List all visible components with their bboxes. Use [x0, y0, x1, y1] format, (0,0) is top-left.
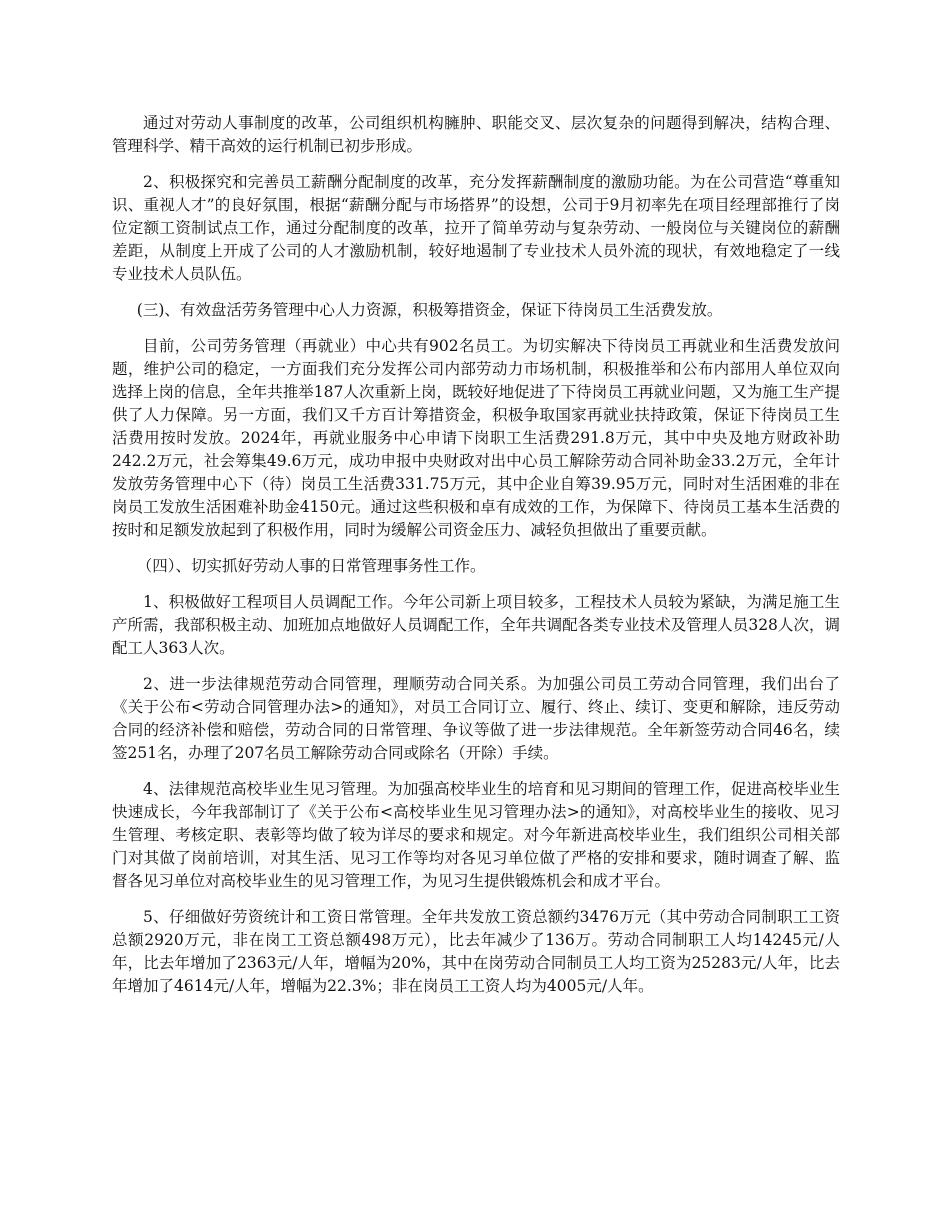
section-heading-3: (三)、有效盘活劳务管理中心人力资源，积极筹措资金，保证下待岗员工生活费发放。: [136, 301, 723, 319]
paragraph-staff-allocation: 1、积极做好工程项目人员调配工作。今年公司新上项目较多，工程技术人员较为紧缺，为满足施工生产所需，我部积极主动、加班加点地做好人员调配工作，全年共调配各类专业技术及管理人员328人次，调配工人363人次。: [112, 593, 840, 657]
paragraph-salary-reform: 2、积极探究和完善员工薪酬分配制度的改革，充分发挥薪酬制度的激励功能。为在公司营造“尊重知识、重视人才”的良好氛围，根据“薪酬分配与市场搭界”的设想，公司于9月初率先在项目经理部推行了岗位定额工资制试点工作，通过分配制度的改革，拉开了简单劳动与复杂劳动、一般岗位与关键岗位的薪酬差距，从制度上开成了公司的人才激励机制，较好地遏制了专业技术人员外流的现状，有效地稳定了一线专业技术人员队伍。: [112, 173, 840, 283]
paragraph-graduate-internship: 4、法律规范高校毕业生见习管理。为加强高校毕业生的培育和见习期间的管理工作，促进高校毕业生快速成长，今年我部制订了《关于公布<高校毕业生见习管理办法>的通知》，对高校毕业生的接收、见习生管理、考核定职、表彰等均做了较为详尽的要求和规定。对今年新进高校毕业生，我们组织公司相关部门对其做了岗前培训，对其生活、见习工作等均对各见习单位做了严格的安排和要求，随时调查了解、监督各见习单位对高校毕业生的见习管理工作，为见习生提供锻炼机会和成才平台。: [112, 780, 840, 890]
paragraph-wage-statistics: 5、仔细做好劳资统计和工资日常管理。全年共发放工资总额约3476万元（其中劳动合同制职工工资总额2920万元，非在岗工工资总额498万元），比去年减少了136万。劳动合同制职工人均14245元/人年，比去年增加了2363元/人年，增幅为20%，其中在岗劳动合同制员工人均工资为25283元/人年，比去年增加了4614元/人年，增幅为22.3%；非在岗员工工资人均为4005元/人年。: [112, 908, 840, 995]
paragraph-labor-center: 目前，公司劳务管理（再就业）中心共有902名员工。为切实解决下待岗员工再就业和生活费发放问题，维护公司的稳定，一方面我们充分发挥公司内部劳动力市场机制，积极推举和公布内部用人单位双向选择上岗的信息，全年共推举187人次重新上岗，既较好地促进了下待岗员工再就业问题，又为施工生产提供了人力保障。另一方面，我们又千方百计筹措资金，积极争取国家再就业扶持政策，保证下待岗员工生活费用按时发放。2024年，再就业服务中心申请下岗职工生活费291.8万元，其中中央及地方财政补助242.2万元，社会筹集49.6万元，成功申报中央财政对出中心员工解除劳动合同补助金33.2万元，全年计发放劳务管理中心下（待）岗员工生活费331.75万元，其中企业自筹39.95万元，同时对生活困难的非在岗员工发放生活困难补助金4150元。通过这些积极和卓有成效的工作，为保障下、待岗员工基本生活费的按时和足额发放起到了积极作用，同时为缓解公司资金压力、减轻负担做出了重要贡献。: [112, 337, 840, 539]
paragraph-labor-contract: 2、进一步法律规范劳动合同管理，理顺劳动合同关系。为加强公司员工劳动合同管理，我们出台了《关于公布<劳动合同管理办法>的通知》，对员工合同订立、履行、终止、续订、变更和解除，违反劳动合同的经济补偿和赔偿，劳动合同的日常管理、争议等做了进一步法律规范。全年新签劳动合同46名，续签251名，办理了207名员工解除劳动合同或除名（开除）手续。: [112, 675, 840, 762]
paragraph-reform-summary: 通过对劳动人事制度的改革，公司组织机构臃肿、职能交叉、层次复杂的问题得到解决，结构合理、管理科学、精干高效的运行机制已初步形成。: [112, 114, 840, 155]
section-heading-4: （四）、切实抓好劳动人事的日常管理事务性工作。: [136, 557, 486, 575]
document-body: [112, 112, 840, 1011]
